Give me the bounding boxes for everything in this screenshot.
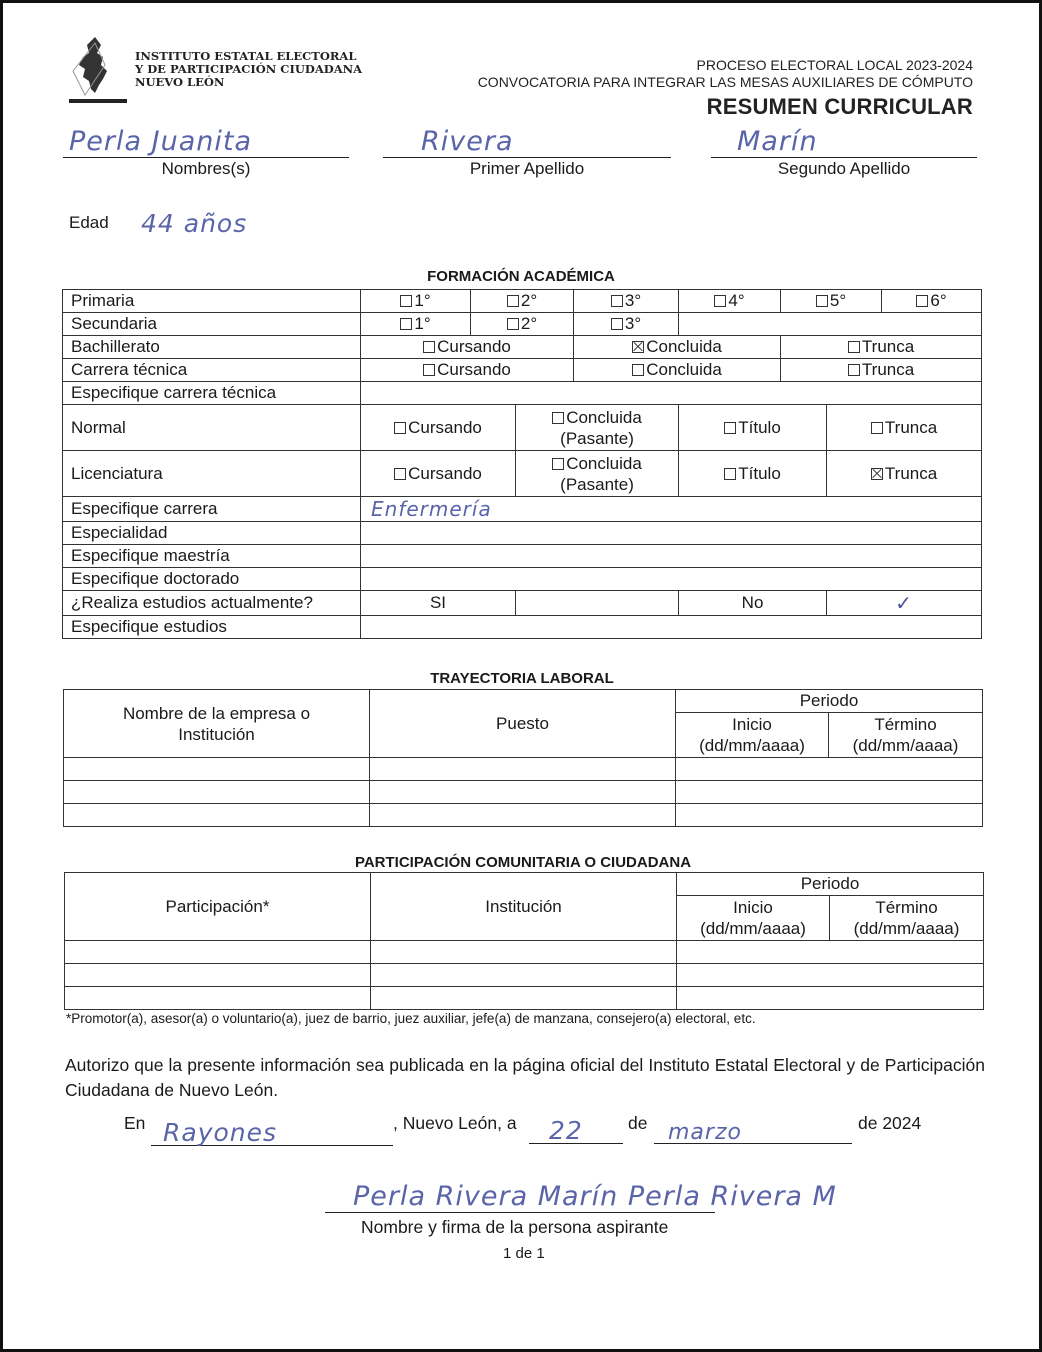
work-row[interactable]	[64, 781, 983, 804]
signature[interactable]: Perla Rivera Marín Perla Rivera M	[353, 1181, 837, 1212]
work-col-start: Inicio (dd/mm/aaaa)	[676, 712, 829, 757]
city-value: Rayones	[163, 1118, 278, 1147]
community-col-institution: Institución	[371, 873, 677, 941]
row-label: Secundaria	[63, 313, 361, 336]
doctorado-input[interactable]	[361, 568, 982, 591]
primaria-row	[63, 290, 982, 313]
community-table	[64, 872, 984, 1010]
year-label: de 2024	[858, 1113, 922, 1133]
checkbox-lic-cursando[interactable]: Cursando	[361, 451, 516, 497]
maestria-input[interactable]	[361, 545, 982, 568]
row-label: Licenciatura	[63, 451, 361, 497]
checkbox-secundaria-2[interactable]: 2°	[471, 313, 574, 336]
city-field[interactable]	[151, 1116, 393, 1146]
row-label: Especialidad	[63, 522, 361, 545]
nuevo-leon-map-logo-icon	[65, 35, 131, 107]
academic-section-title: FORMACIÓN ACADÉMICA	[427, 268, 615, 285]
checkbox-primaria-6[interactable]: 6°	[882, 290, 982, 313]
checkbox-primaria-1[interactable]: 1°	[361, 290, 471, 313]
row-label: Especifique doctorado	[63, 568, 361, 591]
row-label: ¿Realiza estudios actualmente?	[63, 591, 361, 616]
second-surname-field[interactable]	[711, 121, 977, 179]
secundaria-row	[63, 313, 982, 336]
community-col-end: Término (dd/mm/aaaa)	[830, 895, 984, 940]
names-field[interactable]	[63, 121, 349, 179]
checkbox-tec-concluida[interactable]: Concluida	[574, 359, 781, 382]
checkbox-normal-trunca[interactable]: Trunca	[827, 405, 982, 451]
especialidad-input[interactable]	[361, 522, 982, 545]
work-col-period: Periodo	[676, 690, 983, 713]
especifique-carrera-input[interactable]	[361, 497, 982, 522]
community-col-period: Periodo	[677, 873, 984, 896]
no-label: No	[679, 591, 827, 616]
row-label: Especifique maestría	[63, 545, 361, 568]
month-value: marzo	[668, 1120, 742, 1145]
checkbox-tec-trunca[interactable]: Trunca	[781, 359, 982, 382]
signature-label: Nombre y firma de la persona aspirante	[361, 1217, 669, 1237]
checkbox-primaria-5[interactable]: 5°	[781, 290, 882, 313]
checkmark-icon: ✓	[895, 591, 913, 615]
row-label: Bachillerato	[63, 336, 361, 359]
work-row[interactable]	[64, 758, 983, 781]
signature-line	[325, 1212, 715, 1213]
age-value[interactable]: 44 años	[141, 209, 248, 238]
work-col-position: Puesto	[370, 690, 676, 758]
place-en-label: En	[124, 1113, 146, 1133]
checkbox-tec-cursando[interactable]: Cursando	[361, 359, 574, 382]
checkbox-lic-titulo[interactable]: Título	[679, 451, 827, 497]
bachillerato-row	[63, 336, 982, 359]
community-col-start: Inicio (dd/mm/aaaa)	[677, 895, 830, 940]
checkbox-lic-trunca[interactable]: Trunca	[827, 451, 982, 497]
checked-x-icon	[871, 468, 883, 480]
normal-row	[63, 405, 982, 451]
first-surname-field[interactable]	[383, 121, 671, 179]
checkbox-bach-cursando[interactable]: Cursando	[361, 336, 574, 359]
age-label: Edad	[69, 213, 109, 232]
especifique-tecnica-row	[63, 382, 982, 405]
especifique-estudios-row	[63, 616, 982, 639]
month-field[interactable]	[654, 1114, 852, 1144]
document-title: RESUMEN CURRICULAR	[706, 94, 973, 119]
checkbox-bach-trunca[interactable]: Trunca	[781, 336, 982, 359]
work-row[interactable]	[64, 804, 983, 827]
checkbox-primaria-2[interactable]: 2°	[471, 290, 574, 313]
second-surname-label: Segundo Apellido	[777, 159, 911, 178]
row-label: Especifique carrera técnica	[63, 382, 361, 405]
especifique-tecnica-input[interactable]	[361, 382, 982, 405]
checkbox-lic-concluida[interactable]: Concluida (Pasante)	[516, 451, 679, 497]
first-surname-label: Primer Apellido	[469, 159, 585, 178]
second-surname-value: Marín	[737, 126, 818, 157]
si-mark-cell[interactable]	[516, 591, 679, 616]
especifique-carrera-row	[63, 497, 982, 522]
de-label: de	[628, 1113, 648, 1133]
checkbox-normal-titulo[interactable]: Título	[679, 405, 827, 451]
si-label: SI	[361, 591, 516, 616]
page-number: 1 de 1	[503, 1245, 545, 1262]
checkbox-secundaria-1[interactable]: 1°	[361, 313, 471, 336]
licenciatura-row	[63, 451, 982, 497]
day-value: 22	[549, 1116, 583, 1145]
estudios-actuales-row	[63, 591, 982, 616]
especifique-estudios-input[interactable]	[361, 616, 982, 639]
work-section-title: TRAYECTORIA LABORAL	[430, 670, 614, 687]
authorization-text: Autorizo que la presente información sea publicada en la página oficial del Instituto Estatal Electoral y de Participación Ciudadana de Nuevo León.	[65, 1055, 985, 1100]
academic-table	[62, 289, 982, 639]
header-right	[478, 57, 973, 121]
checkbox-bach-concluida[interactable]: Concluida	[574, 336, 781, 359]
work-col-end: Término (dd/mm/aaaa)	[829, 712, 983, 757]
checkbox-normal-concluida[interactable]: Concluida (Pasante)	[516, 405, 679, 451]
especialidad-row	[63, 522, 982, 545]
row-label: Especifique carrera	[63, 497, 361, 522]
names-value: Perla Juanita	[69, 126, 252, 157]
checkbox-normal-cursando[interactable]: Cursando	[361, 405, 516, 451]
row-label: Primaria	[63, 290, 361, 313]
row-label: Carrera técnica	[63, 359, 361, 382]
maestria-row	[63, 545, 982, 568]
community-section-title: PARTICIPACIÓN COMUNITARIA O CIUDADANA	[354, 854, 692, 871]
community-col-participation: Participación*	[65, 873, 371, 941]
process-label: PROCESO ELECTORAL LOCAL 2023-2024	[696, 57, 973, 73]
empty-cell	[679, 313, 982, 336]
no-mark-cell[interactable]	[827, 591, 982, 616]
checked-x-icon	[632, 341, 644, 353]
row-label: Normal	[63, 405, 361, 451]
first-surname-value: Rivera	[421, 126, 514, 157]
community-row[interactable]	[65, 941, 984, 964]
call-label: CONVOCATORIA PARA INTEGRAR LAS MESAS AUXILIARES DE CÓMPUTO	[477, 74, 973, 90]
day-field[interactable]	[529, 1114, 623, 1144]
community-row[interactable]	[65, 964, 984, 987]
carrera-tecnica-row	[63, 359, 982, 382]
checkbox-primaria-3[interactable]: 3°	[574, 290, 679, 313]
carrera-value: Enfermería	[371, 497, 492, 521]
institute-name: INSTITUTO ESTATAL ELECTORAL Y DE PARTICIPACIÓN CIUDADANA NUEVO LEÓN	[135, 49, 363, 89]
footnote: *Promotor(a), asesor(a) o voluntario(a), juez de barrio, juez auxiliar, jefe(a) de manzana, consejero(a) electoral, etc.	[66, 1011, 756, 1026]
work-table	[63, 689, 983, 827]
row-label: Especifique estudios	[63, 616, 361, 639]
community-row[interactable]	[65, 987, 984, 1010]
doctorado-row	[63, 568, 982, 591]
checkbox-secundaria-3[interactable]: 3°	[574, 313, 679, 336]
work-col-company: Nombre de la empresa o Institución	[64, 690, 370, 758]
state-label: , Nuevo León, a	[393, 1113, 517, 1133]
checkbox-primaria-4[interactable]: 4°	[679, 290, 781, 313]
names-label: Nombres(s)	[161, 159, 251, 178]
